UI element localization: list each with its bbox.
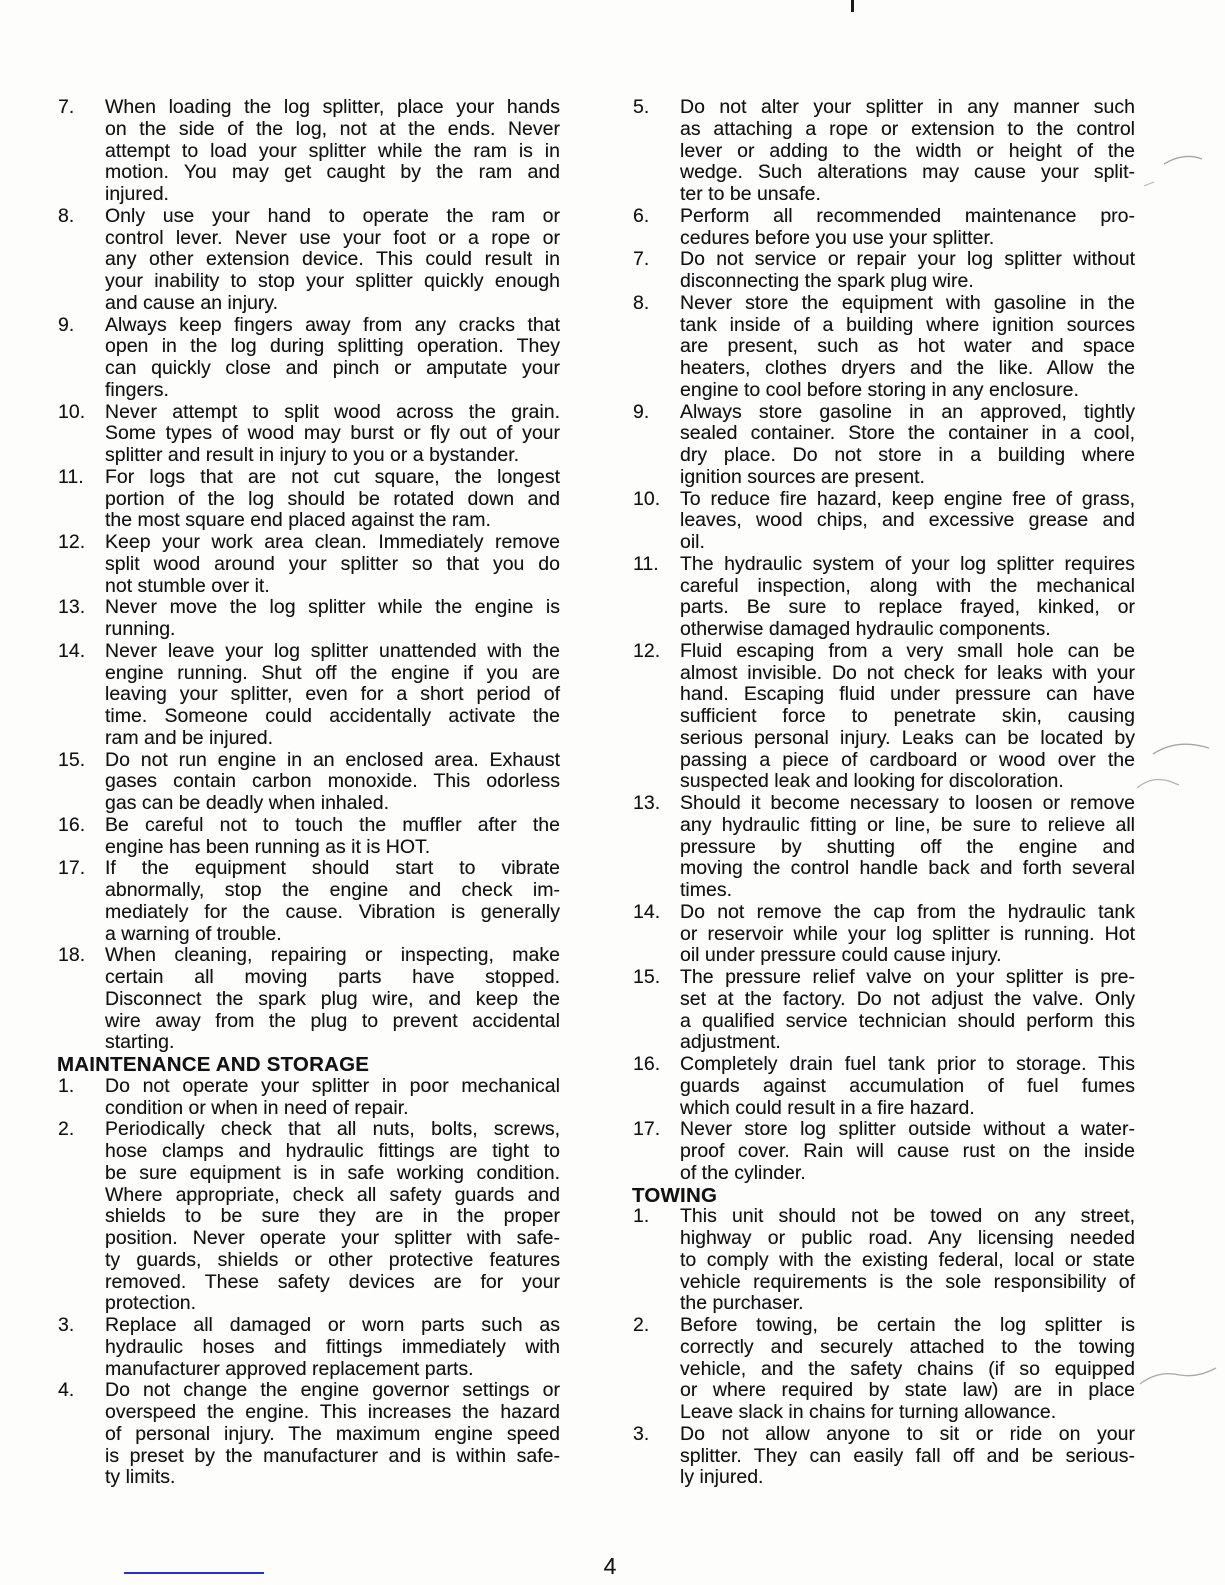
- list-item: [57, 750, 560, 815]
- list-item: [632, 1054, 1135, 1119]
- item-line: When cleaning, repairing or inspecting, make: [105, 944, 560, 967]
- list-item: [57, 467, 560, 532]
- item-line: running.: [105, 618, 176, 640]
- item-line: disconnecting the spark plug wire.: [680, 270, 974, 292]
- item-line: parts. Be sure to replace frayed, kinked, or: [680, 596, 1135, 619]
- item-number: 13.: [633, 792, 661, 814]
- list-item: [632, 97, 1135, 206]
- text-column-right: [632, 97, 1135, 1489]
- item-line: any hydraulic fitting or line, be sure to relieve all: [680, 813, 1135, 836]
- section: [632, 1185, 1135, 1490]
- item-line: abnormally, stop the engine and check im-: [105, 879, 560, 901]
- item-line: cedures before you use your splitter.: [680, 226, 995, 249]
- item-number: 12.: [633, 639, 661, 662]
- item-line: wedge. Such alterations may cause your split-: [680, 161, 1135, 184]
- list-item: [57, 97, 560, 206]
- item-line: of the cylinder.: [680, 1161, 806, 1184]
- item-line: ter to be unsafe.: [680, 183, 821, 205]
- item-line: set at the factory. Do not adjust the valve. Only: [680, 987, 1135, 1010]
- item-line: times.: [680, 879, 733, 901]
- list-item: [632, 967, 1135, 1054]
- item-line: adjustment.: [680, 1031, 781, 1054]
- item-line: guards against accumulation of fuel fumes: [680, 1074, 1135, 1097]
- item-line: Always store gasoline in an approved, tightly: [680, 400, 1135, 423]
- item-line: hose clamps and hydraulic fittings are tight to: [105, 1140, 560, 1162]
- item-line: oil.: [680, 531, 705, 553]
- item-line: Do not service or repair your log splitter without: [680, 248, 1135, 271]
- item-line: leaving your splitter, even for a short period of: [105, 683, 560, 706]
- item-line: overspeed the engine. This increases the hazard: [105, 1401, 560, 1423]
- item-number: 2.: [633, 1314, 650, 1336]
- item-line: engine to cool before storing in any enclosure.: [680, 378, 1079, 401]
- list-item: [57, 315, 560, 402]
- item-line: To reduce fire hazard, keep engine free of grass,: [680, 487, 1135, 510]
- item-line: Never move the log splitter while the engine is: [105, 596, 560, 619]
- item-line: the purchaser.: [680, 1292, 804, 1315]
- item-line: is preset by the manufacturer and is within safe-: [105, 1444, 560, 1467]
- list-item: [632, 793, 1135, 902]
- item-number: 7.: [58, 96, 75, 118]
- item-line: hydraulic hoses and fittings immediately with: [105, 1335, 560, 1358]
- item-number: 16.: [58, 813, 86, 836]
- item-line: Only use your hand to operate the ram or: [105, 204, 560, 227]
- page-number: 4: [603, 1553, 617, 1579]
- text-column-left: [57, 97, 560, 1489]
- item-number: 10.: [633, 487, 661, 510]
- item-line: engine running. Shut off the engine if you are: [105, 661, 560, 684]
- item-line: can quickly close and pinch or amputate your: [105, 357, 560, 379]
- item-line: gas can be deadly when inhaled.: [105, 792, 390, 814]
- list-item: [632, 489, 1135, 554]
- item-line: injured.: [105, 183, 169, 205]
- item-line: condition or when in need of repair.: [105, 1096, 409, 1119]
- item-number: 9.: [633, 400, 650, 423]
- item-number: 8.: [633, 291, 650, 314]
- scan-artifact: [1135, 730, 1223, 800]
- item-line: manufacturer approved replacement parts.: [105, 1357, 474, 1380]
- list-item: [57, 945, 560, 1054]
- item-line: ly injured.: [680, 1466, 764, 1489]
- item-line: Do not allow anyone to sit or ride on your: [680, 1422, 1135, 1445]
- list-item: [57, 206, 560, 315]
- list-item: [632, 1424, 1135, 1489]
- item-line: otherwise damaged hydraulic components.: [680, 618, 1051, 640]
- item-line: ty limits.: [105, 1466, 176, 1489]
- list-item: [632, 402, 1135, 489]
- section: [57, 1054, 560, 1489]
- item-line: correctly and securely attached to the towing: [680, 1335, 1135, 1358]
- item-line: Never store log splitter outside without a water-: [680, 1118, 1135, 1141]
- item-line: leaves, wood chips, and excessive grease and: [680, 509, 1135, 532]
- item-line: to comply with the existing federal, local or state: [680, 1248, 1135, 1271]
- item-line: Never leave your log splitter unattended with the: [105, 639, 560, 662]
- item-line: pressure by shutting off the engine and: [680, 835, 1135, 858]
- item-number: 11.: [633, 552, 659, 575]
- item-line: If the equipment should start to vibrate: [105, 857, 560, 880]
- item-line: the most square end placed against the ram.: [105, 509, 491, 532]
- item-line: splitter. They can easily fall off and be serious-: [680, 1444, 1135, 1467]
- item-number: 6.: [633, 204, 650, 227]
- item-line: Replace all damaged or worn parts such as: [105, 1314, 560, 1336]
- item-line: a warning of trouble.: [105, 922, 282, 945]
- list-item: [632, 1119, 1135, 1184]
- item-line: tank inside of a building where ignition sources: [680, 313, 1135, 336]
- item-line: Do not operate your splitter in poor mechanical: [105, 1074, 560, 1097]
- item-line: highway or public road. Any licensing needed: [680, 1227, 1135, 1249]
- item-number: 7.: [633, 248, 650, 271]
- item-number: 5.: [633, 96, 650, 118]
- item-line: Fluid escaping from a very small hole can be: [680, 639, 1135, 662]
- list-item: [57, 402, 560, 467]
- item-line: moving the control handle back and forth several: [680, 857, 1135, 880]
- item-line: of personal injury. The maximum engine speed: [105, 1422, 560, 1445]
- item-line: starting.: [105, 1031, 175, 1054]
- item-number: 14.: [633, 900, 661, 923]
- section: [57, 97, 560, 1054]
- list-item: [632, 293, 1135, 402]
- item-number: 2.: [58, 1118, 75, 1141]
- item-line: portion of the log should be rotated down and: [105, 487, 560, 510]
- item-line: heaters, clothes dryers and the like. Allow the: [680, 357, 1135, 379]
- item-number: 17.: [58, 857, 86, 880]
- item-line: oil under pressure could cause injury.: [680, 944, 1002, 967]
- item-line: are present, such as hot water and space: [680, 335, 1135, 358]
- item-number: 17.: [633, 1118, 661, 1141]
- item-number: 15.: [58, 748, 86, 771]
- scan-artifact: [1136, 1360, 1222, 1392]
- item-line: This unit should not be towed on any street,: [680, 1205, 1135, 1228]
- item-line: Never attempt to split wood across the grain.: [105, 400, 560, 423]
- item-line: wire away from the plug to prevent accidental: [105, 1009, 560, 1032]
- item-line: vehicle requirements is the sole responsibility of: [680, 1270, 1135, 1293]
- item-line: Periodically check that all nuts, bolts, screws,: [105, 1118, 560, 1141]
- item-line: careful inspection, along with the mechanical: [680, 574, 1135, 597]
- item-number: 15.: [633, 966, 661, 988]
- underline-mark: [124, 1572, 264, 1574]
- item-line: be sure equipment is in safe working condition.: [105, 1161, 560, 1184]
- item-line: Do not change the engine governor settings or: [105, 1379, 560, 1402]
- item-line: as attaching a rope or extension to the control: [680, 117, 1135, 140]
- list-item: [57, 1380, 560, 1489]
- item-number: 16.: [633, 1053, 661, 1075]
- item-number: 9.: [58, 313, 75, 336]
- item-line: For logs that are not cut square, the longest: [105, 465, 560, 488]
- item-line: any other extension device. This could result in: [105, 248, 560, 271]
- item-line: passing a piece of cardboard or wood over the: [680, 748, 1135, 771]
- list-item: [632, 902, 1135, 967]
- item-line: ram and be injured.: [105, 726, 274, 749]
- item-number: 8.: [58, 204, 75, 227]
- item-line: Disconnect the spark plug wire, and keep the: [105, 987, 560, 1010]
- item-number: 14.: [58, 639, 86, 662]
- item-line: or where required by state law) are in place: [680, 1379, 1135, 1402]
- item-line: removed. These safety devices are for your: [105, 1270, 560, 1293]
- item-line: proof cover. Rain will cause rust on the inside: [680, 1140, 1135, 1162]
- item-line: Perform all recommended maintenance pro-: [680, 204, 1135, 227]
- item-line: Some types of wood may burst or fly out of your: [105, 422, 560, 445]
- item-number: 1.: [58, 1074, 75, 1097]
- list-item: [632, 1206, 1135, 1315]
- item-line: protection.: [105, 1292, 197, 1315]
- section-heading: TOWING: [632, 1183, 718, 1207]
- item-number: 3.: [633, 1422, 650, 1445]
- item-line: control lever. Never use your foot or a rope or: [105, 226, 560, 249]
- item-line: or reservoir while your log splitter is running. Hot: [680, 922, 1135, 945]
- item-line: Do not remove the cap from the hydraulic tank: [680, 900, 1135, 923]
- item-line: Do not alter your splitter in any manner such: [680, 96, 1135, 118]
- item-line: a qualified service technician should perform this: [680, 1009, 1135, 1032]
- list-item: [632, 249, 1135, 293]
- item-line: vehicle, and the safety chains (if so equipped: [680, 1357, 1135, 1380]
- item-line: split wood around your splitter so that you do: [105, 552, 560, 575]
- item-line: Where appropriate, check all safety guards and: [105, 1183, 560, 1206]
- section: [632, 97, 1135, 1185]
- list-item: [57, 532, 560, 597]
- item-line: mediately for the cause. Vibration is generally: [105, 900, 560, 923]
- item-number: 11.: [58, 465, 84, 488]
- item-line: Keep your work area clean. Immediately remove: [105, 531, 560, 553]
- list-item: [632, 554, 1135, 641]
- item-line: position. Never operate your splitter with safe-: [105, 1227, 560, 1249]
- item-line: engine has been running as it is HOT.: [105, 835, 431, 858]
- registration-mark: [851, 0, 854, 12]
- item-line: The hydraulic system of your log splitter requires: [680, 552, 1135, 575]
- list-item: [57, 1119, 560, 1315]
- item-line: Be careful not to touch the muffler after the: [105, 813, 560, 836]
- item-line: open in the log during splitting operation. They: [105, 335, 560, 358]
- item-line: time. Someone could accidentally activate the: [105, 705, 560, 727]
- item-line: and cause an injury.: [105, 291, 279, 314]
- item-line: your inability to stop your splitter quickly enough: [105, 270, 560, 292]
- item-line: lever or adding to the width or height of the: [680, 139, 1135, 162]
- item-number: 13.: [58, 596, 86, 619]
- item-line: on the side of the log, not at the ends. Never: [105, 117, 560, 140]
- item-line: ignition sources are present.: [680, 465, 925, 488]
- list-item: [57, 641, 560, 750]
- section-heading: MAINTENANCE AND STORAGE: [57, 1053, 370, 1076]
- item-line: certain all moving parts have stopped.: [105, 966, 560, 988]
- list-item: [632, 1315, 1135, 1424]
- item-line: dry place. Do not store in a building where: [680, 444, 1135, 466]
- item-number: 10.: [58, 400, 86, 423]
- item-line: fingers.: [105, 378, 169, 401]
- list-item: [57, 1076, 560, 1120]
- item-line: Should it become necessary to loosen or remove: [680, 792, 1135, 814]
- item-number: 3.: [58, 1314, 75, 1336]
- item-line: When loading the log splitter, place your hands: [105, 96, 560, 118]
- item-line: attempt to load your splitter while the ram is in: [105, 139, 560, 162]
- list-item: [57, 597, 560, 641]
- item-line: Before towing, be certain the log splitter is: [680, 1314, 1135, 1336]
- item-line: which could result in a fire hazard.: [680, 1096, 975, 1119]
- item-line: not stumble over it.: [105, 574, 270, 597]
- list-item: [632, 641, 1135, 793]
- item-line: hand. Escaping fluid under pressure can have: [680, 683, 1135, 706]
- item-line: Completely drain fuel tank prior to storage. This: [680, 1053, 1135, 1075]
- item-number: 1.: [633, 1205, 650, 1228]
- list-item: [57, 858, 560, 945]
- item-line: Always keep fingers away from any cracks that: [105, 313, 560, 336]
- scan-artifact: [1140, 148, 1220, 193]
- item-line: gases contain carbon monoxide. This odorless: [105, 770, 560, 793]
- item-line: motion. You may get caught by the ram and: [105, 161, 560, 184]
- item-line: sufficient force to penetrate skin, causing: [680, 705, 1135, 727]
- list-item: [632, 206, 1135, 250]
- list-item: [57, 815, 560, 859]
- item-line: The pressure relief valve on your splitter is pre-: [680, 966, 1135, 988]
- item-line: serious personal injury. Leaks can be located by: [680, 726, 1135, 749]
- item-line: almost invisible. Do not check for leaks with your: [680, 661, 1135, 684]
- list-item: [57, 1315, 560, 1380]
- item-number: 12.: [58, 531, 86, 553]
- item-line: splitter and result in injury to you or a bystander.: [105, 444, 520, 466]
- item-number: 4.: [58, 1379, 75, 1402]
- item-line: suspected leak and looking for discoloration.: [680, 770, 1064, 793]
- item-number: 18.: [58, 944, 86, 967]
- item-line: sealed container. Store the container in a cool,: [680, 422, 1135, 445]
- item-line: Do not run engine in an enclosed area. Exhaust: [105, 748, 560, 771]
- item-line: ty guards, shields or other protective features: [105, 1248, 560, 1271]
- item-line: shields to be sure they are in the proper: [105, 1205, 560, 1228]
- item-line: Leave slack in chains for turning allowance.: [680, 1401, 1057, 1423]
- item-line: Never store the equipment with gasoline in the: [680, 291, 1135, 314]
